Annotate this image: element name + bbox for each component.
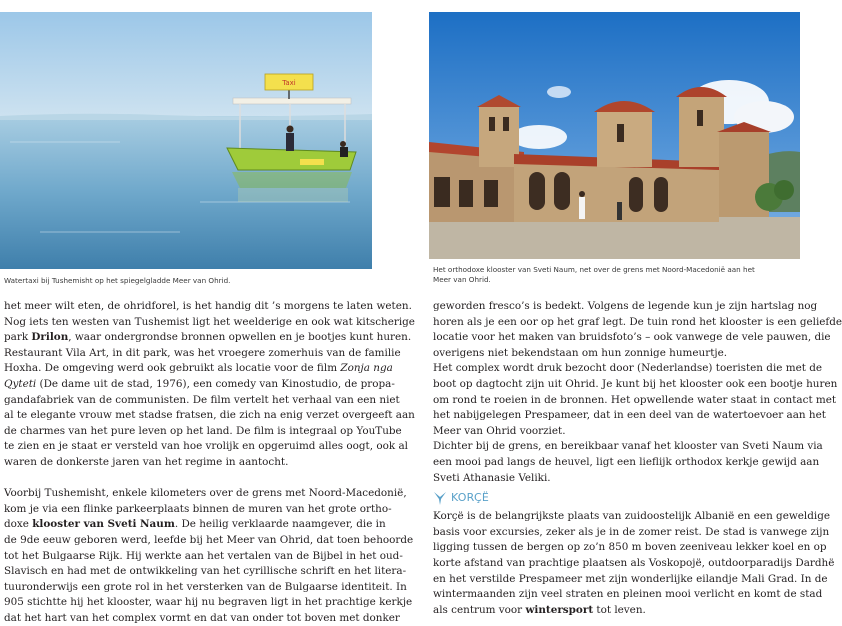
text-line: doxe klooster van Sveti Naum. De heilig verklaarde naamgever, die in — [4, 518, 386, 531]
text-line: Meer van Ohrid voorziet. — [433, 424, 566, 437]
text-line: tot het Bulgaarse Rijk. Hij werkte aan het vertalen van de Bijbel in het oud- — [4, 549, 403, 562]
text-line: Het complex wordt druk bezocht door (Nederlandse) toeristen die met de — [433, 362, 823, 375]
caption-monastery: Het orthodoxe klooster van Sveti Naum, net over de grens met Noord-Macedonië aan het Meer van Ohrid. — [433, 265, 755, 284]
text-line: de 9de eeuw geboren werd, leefde bij het Meer van Ohrid, dat toen behoorde — [4, 533, 414, 546]
text-line: Hoxha. De omgeving werd ook gebruikt als locatie voor de film Zonja nga — [4, 362, 393, 375]
swallow-bird-icon — [433, 490, 447, 506]
text-line: Slavisch en had met de ontwikkeling van het cyrillische schrift en het litera- — [4, 565, 407, 578]
paragraph — [4, 486, 414, 626]
bold-term: wintersport — [525, 603, 594, 616]
text-line: Dichter bij de grens, en bereikbaar vanaf het klooster van Sveti Naum via — [433, 440, 823, 453]
text-line: een mooi pad langs de heuvel, ligt een lieflijk orthodox kerkje gewijd aan — [433, 455, 820, 468]
section-heading-text: KORÇË — [451, 491, 489, 505]
text-line: Sveti Athanasie Veliki. — [433, 471, 551, 484]
text-column-left — [4, 299, 415, 626]
text-line: 905 stichtte hij het klooster, waar hij nu begraven ligt in het prachtige kerkje — [4, 596, 413, 609]
text-line: Restaurant Vila Art, in dit park, was het vroegere zomerhuis van de familie — [4, 346, 401, 359]
text-line: al te elegante vrouw met stadse fratsen, die zich na enig verzet overgeeft aan — [4, 409, 415, 422]
text-line: Korçë is de belangrijkste plaats van zuidoostelijk Albanië en een geweldige — [433, 510, 831, 523]
text-line: Nog iets ten westen van Tushemist ligt het weelderige en ook wat kitscherige — [4, 315, 415, 328]
text-line: locatie voor het maken van bruidsfoto’s – ook vanwege de vele pauwen, die — [433, 331, 831, 344]
text-line: ligging tussen de bergen op zo’n 850 m boven zeeniveau lekker koel en op — [433, 541, 827, 554]
text-line: basis voor excursies, zeker als je in de zomer reist. De stad is vanwege zijn — [433, 525, 830, 538]
text-line: gandafabriek van de communisten. De film vertelt het verhaal van een niet — [4, 393, 400, 406]
text-line: tuuronderwijs een grote rol in het versterken van de Bulgaarse identiteit. In — [4, 580, 407, 593]
text-line: overigens niet bekendstaan om hun zonnige humeurtje. — [433, 346, 728, 359]
text-line: korte afstand van prachtige plaatsen als Voskopojë, outdoorparadijs Dardhë — [433, 556, 835, 569]
text-line: het nabijgelegen Prespameer, dat in een deel van de watertoevoer aan het — [433, 409, 826, 422]
caption-water-taxi: Watertaxi bij Tushemisht op het spiegelgladde Meer van Ohrid. — [4, 276, 231, 285]
text-line: wintermaanden zijn veel straten en pleinen mooi verlicht en komt de stad — [433, 588, 823, 601]
text-line: park Drilon, waar ondergrondse bronnen opwellen en je bootjes kunt huren. — [4, 331, 412, 344]
text-line: te zien en je staat er versteld van hoe vrolijk en opgeruimd alles oogt, ook al — [4, 440, 408, 453]
text-line: het meer wilt eten, de ohridforel, is het handig dit ’s morgens te laten weten. — [4, 300, 412, 312]
text-line: als centrum voor wintersport tot leven. — [433, 603, 646, 616]
text-line: de charmes van het pure leven op het land. De film is integraal op YouTube — [4, 424, 402, 437]
text-line: boot op dagtocht zijn uit Ohrid. Je kunt bij het klooster ook een bootje huren — [433, 377, 838, 390]
bold-term: klooster van Sveti Naum — [32, 518, 175, 531]
paragraph — [433, 509, 835, 618]
text-column-right — [433, 299, 842, 618]
text-line: om rond te roeien in de bronnen. Het opwellende water staat in contact met — [433, 393, 837, 406]
italic-title: Qyteti — [4, 377, 37, 390]
paragraph — [433, 299, 842, 486]
paragraph — [4, 299, 415, 471]
text-line: Qyteti (De dame uit de stad, 1976), een comedy van Kinostudio, de propa- — [4, 377, 395, 390]
text-line: geworden fresco’s is bedekt. Volgens de legende kun je zijn hartslag nog — [433, 300, 818, 312]
section-heading — [433, 487, 795, 509]
photo-monastery-sveti-naum — [429, 12, 800, 259]
bold-term: Drilon — [31, 331, 69, 344]
text-line: dat het hart van het complex vormt en dat van onder tot boven met donker — [4, 611, 400, 624]
photo-water-taxi — [0, 12, 372, 269]
text-line: kom je via een flinke parkeerplaats binnen de muren van het grote ortho- — [4, 502, 392, 515]
italic-title: Zonja nga — [340, 362, 393, 375]
text-line: waren de donkerste jaren van het regime in aantocht. — [4, 455, 289, 468]
text-line: Voorbij Tushemisht, enkele kilometers over de grens met Noord-Macedonië, — [4, 487, 407, 500]
text-line: horen als je een oor op het graf legt. De tuin rond het klooster is een geliefde — [433, 315, 842, 328]
boat-sign-text: Taxi — [282, 79, 296, 87]
text-line: en het verstilde Prespameer met zijn wonderlijke eilandje Mali Grad. In de — [433, 572, 828, 585]
